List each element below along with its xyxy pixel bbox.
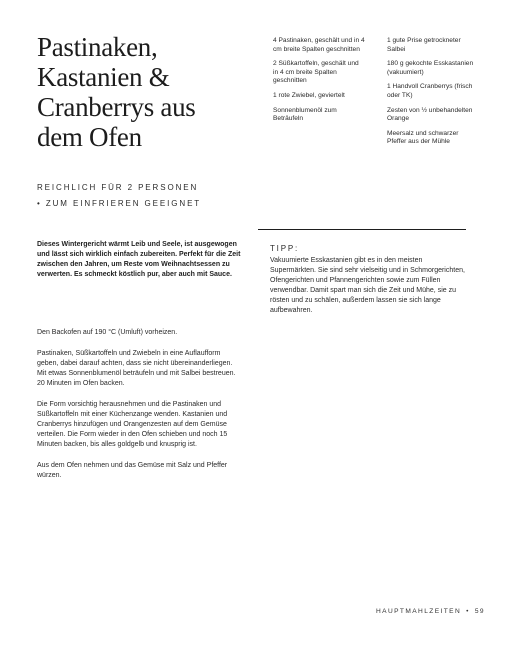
ingredients-column-1	[273, 37, 365, 130]
tip-label: TIPP:	[270, 244, 300, 253]
title-line: Kastanien &	[37, 62, 170, 92]
tip-text: Vakuumierte Esskastanien gibt es in den meisten Supermärkten. Sie sind sehr vielseitig und in Schmorgerichten, Ofengerichten und Pfannengerichten sowie zum Füllen verwendbar. Damit spart man sich die Zeit und Mühe, sie zu rösten und zu schälen, außerdem lassen sie sich lange aufbewahren.	[270, 257, 465, 314]
ingredient-item: 4 Pastinaken, geschält und in 4 cm breite Spalten geschnitten	[273, 37, 365, 53]
page-number: 59	[474, 608, 485, 615]
method-steps	[37, 328, 243, 492]
page-footer	[376, 608, 485, 615]
recipe-title	[37, 32, 267, 152]
freezer-note: • ZUM EINFRIEREN GEEIGNET	[37, 199, 202, 208]
ingredients-column-2	[387, 37, 479, 153]
ingredient-item: 1 gute Prise getrockneter Salbei	[387, 37, 461, 53]
intro-paragraph: Dieses Wintergericht wärmt Leib und Seele, ist ausgewogen und lässt sich wirklich einfach zubereiten. Perfekt für die Zeit zwischen den Jahren, um Reste vom Weihnachtsessen zu verwerten. Es schmeckt köstlich pur, aber auch mit Sauce.	[37, 241, 241, 278]
title-line: dem Ofen	[37, 122, 142, 152]
tip-box	[258, 229, 466, 316]
title-line: Cranberrys aus	[37, 92, 196, 122]
method-step: Pastinaken, Süßkartoffeln und Zwiebeln in eine Auflaufform geben, dabei darauf achten, dass sie nicht übereinanderliegen. Mit etwas Sonnenblumenöl beträufeln und mit Salbei bestreuen. 20 Minuten im Ofen backen.	[37, 350, 236, 387]
method-step: Aus dem Ofen nehmen und das Gemüse mit Salz und Pfeffer würzen.	[37, 462, 228, 479]
ingredient-item: Meersalz und schwarzer Pfeffer aus der Mühle	[387, 129, 459, 146]
servings-label: REICHLICH FÜR 2 PERSONEN	[37, 183, 199, 192]
ingredient-item: 2 Süßkartoffeln, geschält und in 4 cm breite Spalten geschnitten	[273, 60, 359, 85]
ingredient-item: 1 Handvoll Cranberrys (frisch oder TK)	[387, 83, 473, 99]
footer-separator: •	[466, 608, 470, 615]
title-line: Pastinaken,	[37, 32, 158, 62]
ingredient-item: Sonnenblumenöl zum Beträufeln	[273, 106, 337, 123]
ingredient-item: Zesten von ½ unbehandelten Orange	[387, 106, 473, 123]
method-step: Den Backofen auf 190 °C (Umluft) vorheizen.	[37, 329, 178, 336]
ingredient-item: 180 g gekochte Esskastanien (vakuumiert)	[387, 60, 474, 76]
ingredient-item: 1 rote Zwiebel, geviertelt	[273, 91, 345, 99]
section-name: HAUPTMAHLZEITEN	[376, 608, 462, 615]
method-step: Die Form vorsichtig herausnehmen und die Pastinaken und Süßkartoffeln mit einer Küchenzange wenden. Kastanien und Cranberrys hinzufügen und Orangenzesten auf dem Gemüse verteilen. Die Form wieder in den Ofen schieben und noch 15 Minuten backen, bis alles goldgelb und knusprig ist.	[37, 401, 228, 448]
